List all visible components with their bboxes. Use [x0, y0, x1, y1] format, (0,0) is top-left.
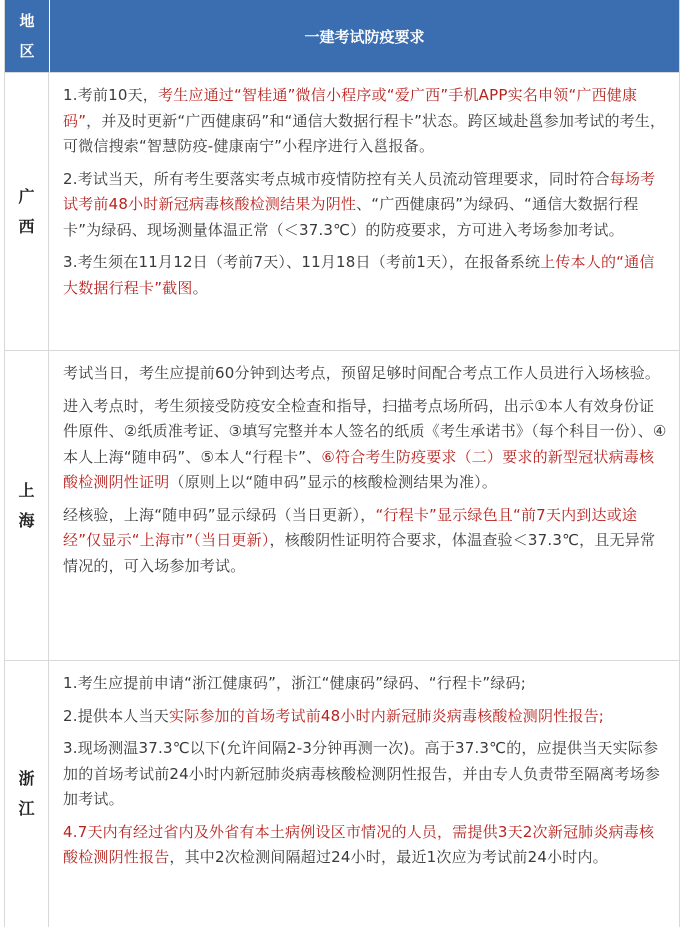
requirement-paragraph: [63, 736, 667, 813]
region-char-1: 浙: [18, 769, 35, 788]
body-text: 3.考生须在11月12日（考前7天）、11月18日（考前1天），在报备系统: [63, 253, 541, 271]
requirement-paragraph: [63, 503, 667, 580]
region-char-2: 江: [18, 799, 35, 818]
body-text: 、“广西健康码”为绿码、“通信大数据行程卡”为绿码、现场测量体温正常（＜37.3℃）的防疫要求，方可进入考场参加考试。: [63, 195, 639, 239]
header-region-label-1: 地: [19, 12, 35, 30]
region-char-1: 广: [18, 186, 35, 206]
requirement-paragraph: [63, 394, 667, 496]
body-text: 1.考前10天，: [63, 86, 158, 104]
header-title-cell: [50, 0, 679, 72]
requirement-paragraph: [63, 820, 667, 871]
body-text: ，核酸阴性证明符合要求，体温查验＜37.3℃，且无异常情况的，可入场参加考试。: [63, 531, 656, 575]
header-title: 一建考试防疫要求: [304, 27, 425, 46]
highlighted-text: 考生应通过“智桂通”微信小程序或“爱广西”手机APP实名申领“广西健康码”: [63, 86, 638, 130]
content-cell-shanghai: [49, 351, 679, 660]
row-shanghai: [5, 350, 679, 660]
highlighted-text: “行程卡”显示绿色且“前7天内到达或途经”仅显示“上海市”（当日更新）: [63, 505, 638, 549]
header-region-label-2: 区: [19, 42, 35, 60]
requirement-paragraph: [63, 83, 667, 160]
body-text: 1.考生应提前申请“浙江健康码”，浙江“健康码”绿码、“行程卡”绿码;: [63, 674, 526, 692]
requirement-paragraph: [63, 704, 667, 730]
region-cell-zhejiang: [5, 661, 49, 927]
header-region-cell: [5, 0, 50, 72]
body-text: 2.考试当天，所有考生要落实考点城市疫情防控有关人员流动管理要求，同时符合: [63, 169, 610, 188]
body-text: ，并及时更新“广西健康码”和“通信大数据行程卡”状态。跨区域赴邕参加考试的考生，可微信搜索“智慧防疫-健康南宁”小程序进行入邕报备。: [63, 111, 666, 155]
body-text: ，其中2次检测间隔超过24小时，最近1次应为考试前24小时内。: [169, 848, 608, 866]
region-cell-guangxi: [5, 73, 49, 350]
requirement-paragraph: [63, 361, 667, 387]
content-cell-guangxi: [49, 73, 679, 350]
region-char-1: 上: [18, 480, 35, 500]
body-text: 进入考点时，考生须接受防疫安全检查和指导，扫描考点场所码，出示①本人有效身份证件原件、②纸质准考证、③填写完整并本人签名的纸质《考生承诺书》（每个科目一份）、④本人上海“随申码”、⑤本人“行程卡”、: [63, 396, 667, 466]
highlighted-text: 每场考试考前48小时新冠病毒核酸检测结果为阴性: [63, 169, 656, 213]
highlighted-text: ⑥符合考生防疫要求（二）要求的新型冠状病毒核酸检测阴性证明: [63, 447, 655, 491]
region-char-2: 西: [18, 216, 35, 236]
row-zhejiang: [5, 660, 679, 927]
requirements-table: [4, 0, 680, 927]
body-text: 3.现场测温37.3℃以下(允许间隔2-3分钟再测一次)。高于37.3℃的，应提供当天实际参加的首场考试前24小时内新冠肺炎病毒核酸检测阴性报告，并由专人负责带至隔离考场参加考试。: [63, 739, 661, 808]
requirement-paragraph: [63, 671, 667, 697]
body-text: 。: [192, 278, 208, 297]
highlighted-text: 实际参加的首场考试前48小时内新冠肺炎病毒核酸检测阴性报告;: [168, 706, 605, 725]
content-cell-zhejiang: [49, 661, 679, 927]
region-cell-shanghai: [5, 351, 49, 660]
body-text: 经核验，上海“随申码”显示绿码（当日更新），: [63, 505, 376, 524]
requirement-paragraph: [63, 250, 667, 301]
body-text: 考试当日，考生应提前60分钟到达考点，预留足够时间配合考点工作人员进行入场核验。: [63, 364, 661, 382]
highlighted-text: 4.7天内有经过省内及外省有本土病例设区市情况的人员，需提供3天2次新冠肺炎病毒核酸检测阴性报告: [63, 822, 655, 866]
body-text: 2.提供本人当天: [63, 706, 169, 725]
table-header: [5, 0, 679, 72]
body-text: （原则上以“随申码”显示的核酸检测结果为准）。: [169, 473, 498, 491]
row-guangxi: [5, 72, 679, 350]
region-char-2: 海: [18, 510, 35, 530]
highlighted-text: 上传本人的“通信大数据行程卡”截图: [63, 253, 655, 297]
requirement-paragraph: [63, 167, 667, 244]
